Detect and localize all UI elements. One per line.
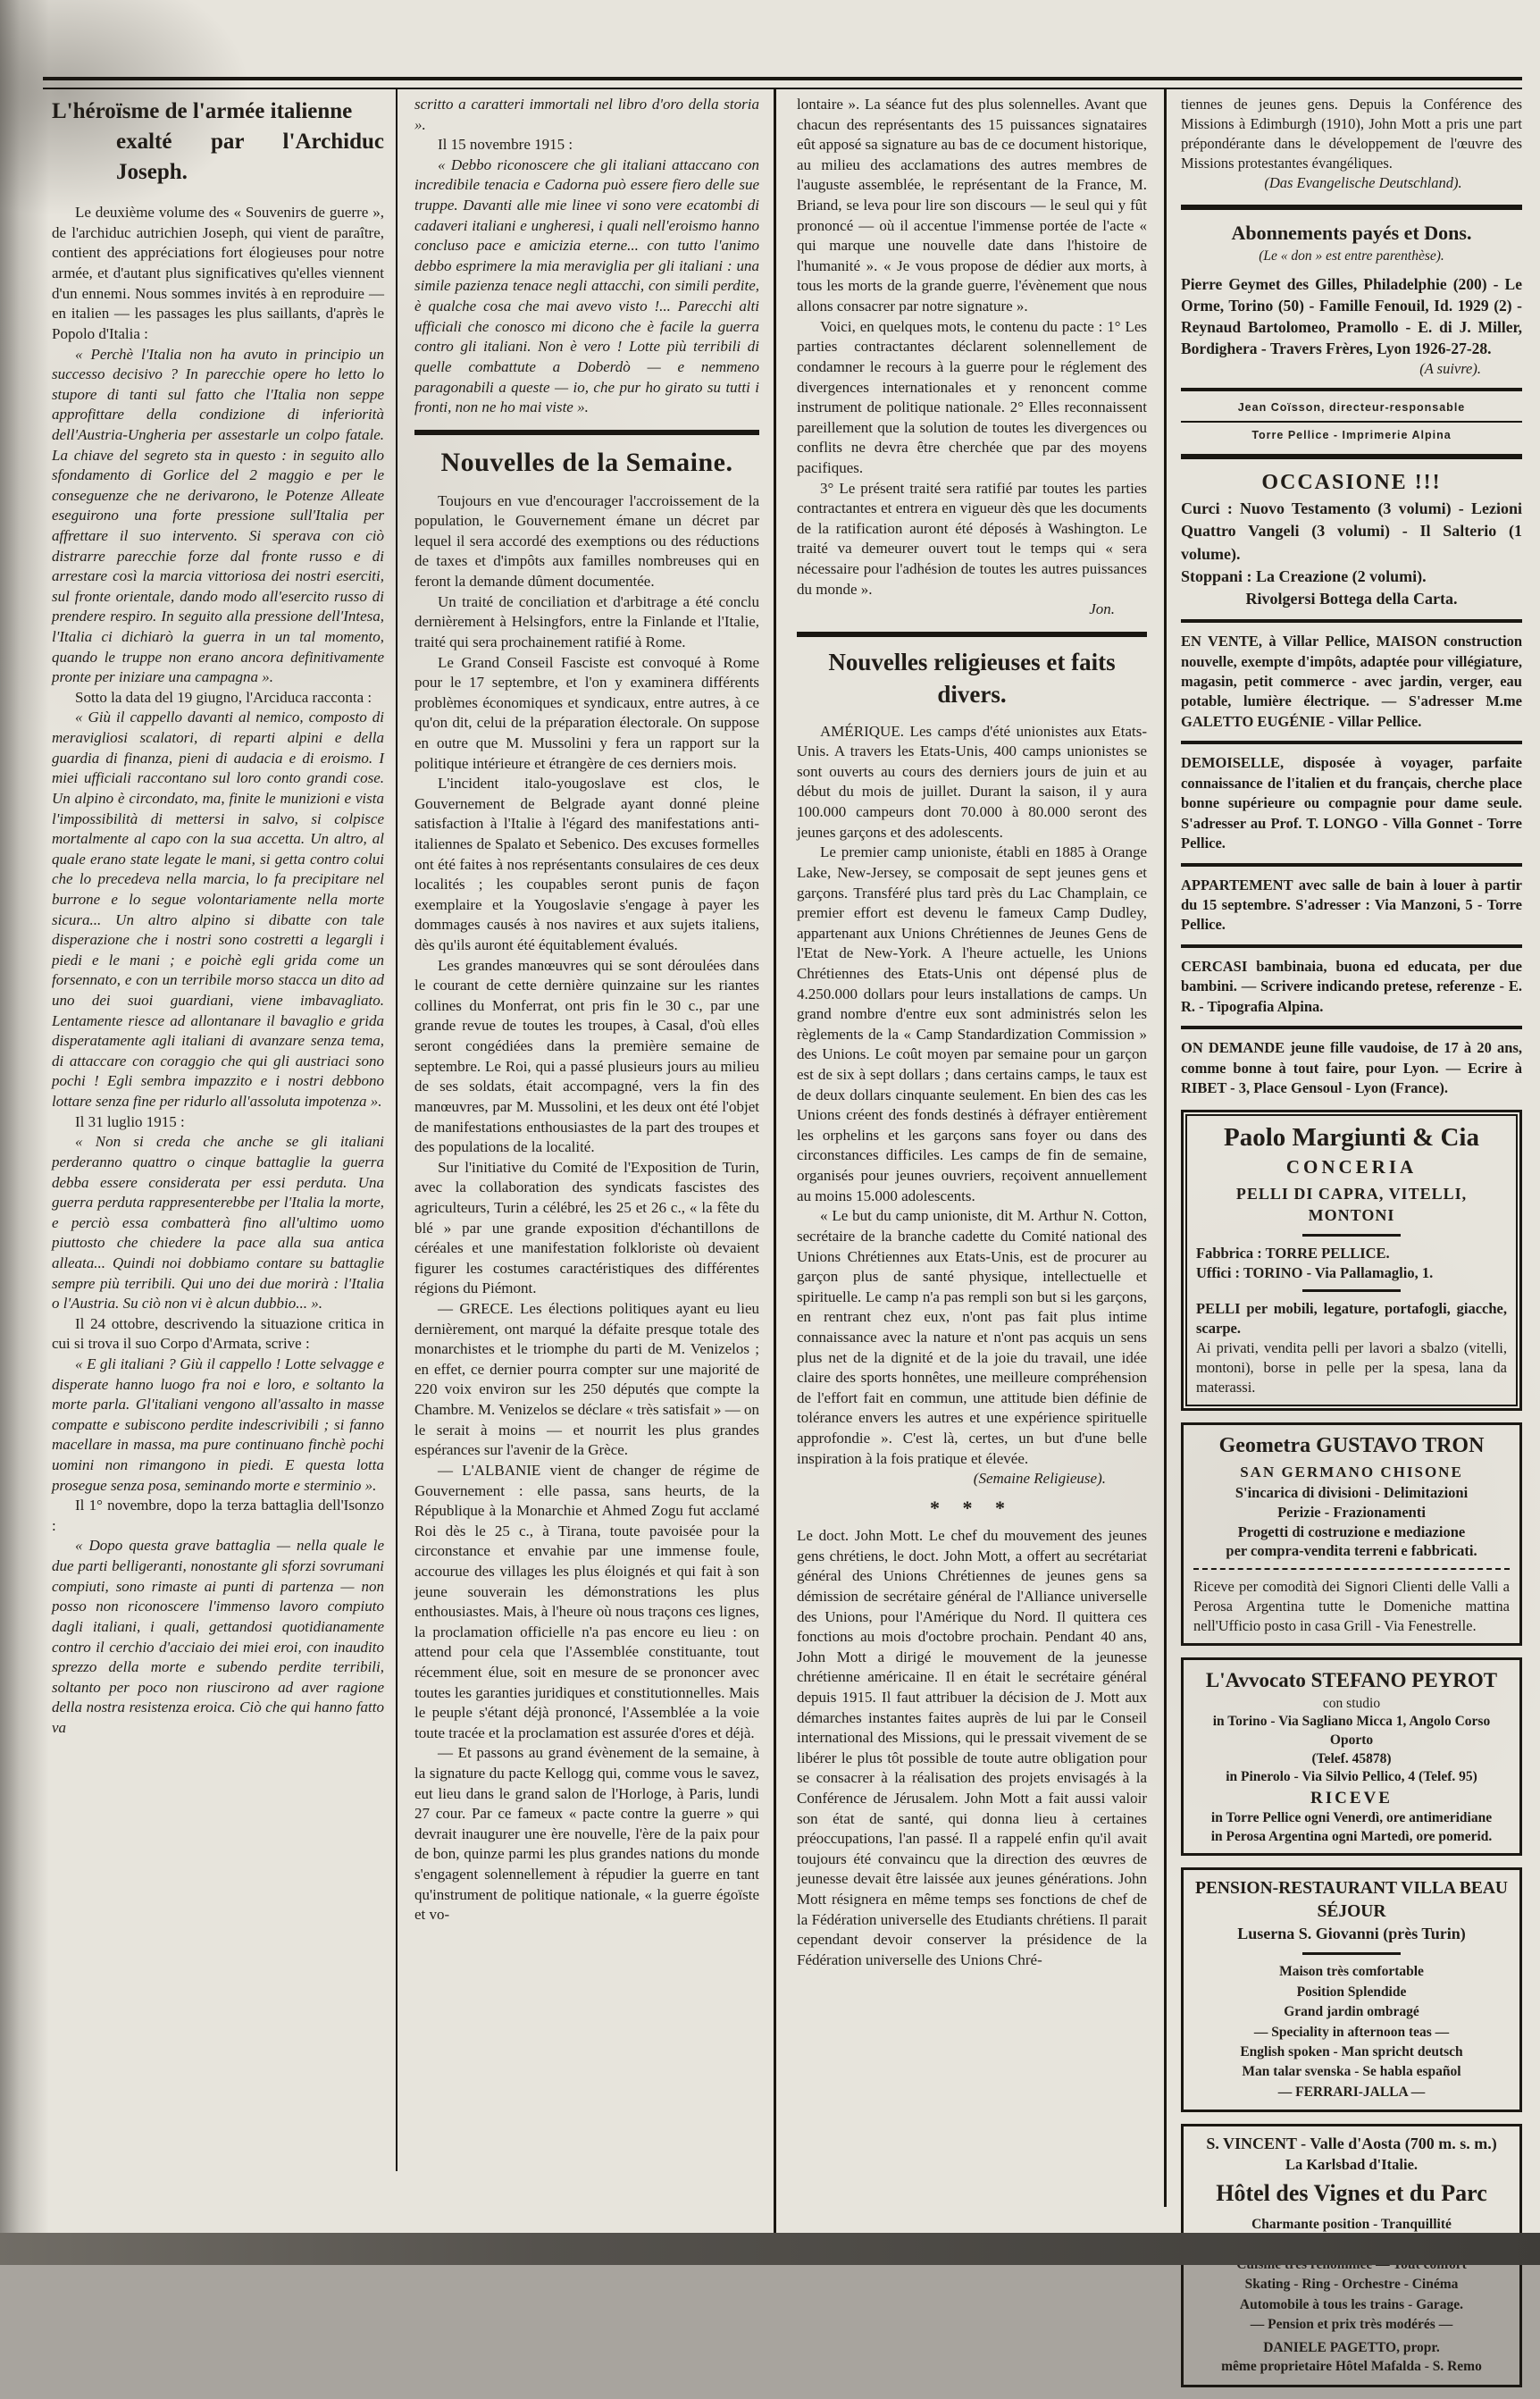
paragraph: Il 15 novembre 1915 :: [438, 136, 573, 154]
section-title-nouvelles-religieuses: Nouvelles religieuses et faits divers.: [828, 648, 1116, 708]
ad-beausejour-line: English spoken - Man spricht deutsch: [1240, 2044, 1463, 2059]
paragraph-continuation: lontaire ». La séance fut des plus solennelles. Avant que chacun des représentants des 15 puissances signataires eût apposé sa signature au bas de ce document historique, au milieu des acclamations des autres membres de l'auguste assemblée, le représentant de la France, M. Briand, se leva pour lire son discours — le seul qui y fût prononcé — où il accentue l'immense portée de l'acte « qui marque une nouvelle date dans l'histoire de l'humanité ». « Je vous propose de dédier aux morts, à tous les morts de la grande guerre, l'évènement que nous allons consacrer par notre signature ».: [797, 96, 1147, 315]
section-rule: [414, 430, 759, 435]
ad-peyrot-box: [1181, 1657, 1522, 1856]
asterisk-separator: * * *: [930, 1496, 1014, 1519]
section-title-nouvelles-semaine: Nouvelles de la Semaine.: [440, 447, 733, 477]
paragraph: 3° Le présent traité sera ratifié par toutes les parties contractantes et entrera en vigueur dès que les documents de la ratification auront été déposés à Washington. Le traité va demeurer ouvert tout le temps qui « sera nécessaire pour l'adhésion de toutes les autres puissances du monde ».: [797, 479, 1147, 598]
ad-tron-service: Progetti di costruzione e mediazione: [1237, 1522, 1466, 1540]
ad-svincent-line: — Pension et prix très modérés —: [1250, 2317, 1453, 2333]
ad-svincent-sub: La Karlsbad d'Italie.: [1285, 2156, 1419, 2174]
paragraph-continuation: tiennes de jeunes gens. Depuis la Conférence des Missions à Edimburgh (1910), John Mott a pris une part prépondérante dans le développement de l'œuvre des Missions protestantes évangéliques.: [1181, 96, 1522, 172]
paragraph-quote: « Perchè l'Italia non ha avuto in principio un successo decisivo ? In parecchie opere ho letto lo stupore di tanti sul fatto che l'Italia non seppe approfittare della condizione di inferiorità dell'Austria-Ungheria per assestarle un colpo fatale. La chiave del segreto sta in questo : in seguito allo sfondamento di Gorlice del 2 maggio e per le conseguenze che ne derivarono, le Potenze Alleate eseguirono una forte pressione sull'Italia per affrettare il suo intervento. Si sperava con ciò distrarre parecchie forze dal fronte russo e di arrestare così la marcia vittoriosa dei nostri eserciti, sul fronte orientale, dando modo all'esercito russo di prendere respiro. In seguito alla pressione dell'Intesa, l'Italia ci dichiarò la guerra in un tal momento, quando le truppe non erano ancora definitivamente pronte per iniziare una campagna ».: [52, 345, 384, 686]
ad-margiunti-uffici: Uffici : TORINO - Via Pallamaglio, 1.: [1196, 1263, 1434, 1281]
paragraph-quote: « E gli italiani ? Giù il cappello ! Lotte selvagge e disperate hanno luogo fra noi e loro, e soltanto la morte parla. Gl'italiani vengono all'assalto in masse compatte e subiscono perdite indescrivibili ; si fanno macellare in massa, ma pure continuano finchè pochi uomini non rimangono in piedi. E questa lotta prosegue senza posa, seminando morte e sterminio ».: [52, 1355, 384, 1494]
ad-beausejour-line: Grand jardin ombragé: [1284, 2004, 1419, 2020]
paragraph: Le doct. John Mott. Le chef du mouvement des jeunes gens chrétiens, le doct. John Mott, a offert au secrétariat général des Unions Chrétiennes de jeunes gens sa démission de secrétaire général de l'Alliance universelle des Unions, pour l'Amérique du Nord. Il quittera ces fonctions au mois d'octobre prochain. Pendant 40 ans, John Mott a dirigé le mouvement de la jeunesse chrétienne américaine. Il en était le secrétaire général depuis 1915. Il faut attribuer la décision de J. Mott aux démarches instantes faites auprès de lui par le Conseil international des Missions, qui le pressait vivement de se libérer le plus tôt possible de toute autre obligation pour se consacrer à la réalisation des projets envisagés à la Conférence de Jérusalem. John Mott a fait aussi valoir son état de santé, qui donna lieu à certaines préoccupations, l'an passé. Il a rappelé enfin qu'il avait toujours été convaincu que la direction des œuvres de jeunesse devait être laissée aux jeunes générations. John Mott résignera en même temps ses fonctions de chef de la Fédération universelle des Etudiants chrétiens. Il parait cependant devoir conserver la présidence de la Fédération universelle des Unions Chré-: [797, 1527, 1147, 1968]
article-title: [52, 96, 384, 187]
ad-occasione: [1181, 469, 1522, 610]
column-2: [414, 95, 759, 1925]
ad-svincent-hotel-name: Hôtel des Vignes et du Parc: [1216, 2180, 1487, 2207]
paragraph-quote: « Debbo riconoscere che gli italiani attaccano con incredibile tenacia e Cadorna può essere fiero delle sue truppe. Davanti alle mie linee vi sono vere ecatombi di cadaveri italiani e ungheresi, i quali nell'eroismo hanno concluso pace e amicizia eterne... con tutto l'animo debbo esprimere la mia meraviglia per gli italiani : una simile pazienza tenace negli attacchi, con simili perdite, è qualche cosa che mai avevo visto !... Parecchi alti ufficiali che conosco mi dicono che è facile la guerra contro gli italiani. Non è vero ! Lotte più terribili di quelle combattute a Doberdò — e nemmeno paragonabili a queste — io, che pur ho girato su tutti i fronti, non ne ho mai viste ».: [414, 155, 759, 416]
ad-beausejour-owner: — FERRARI-JALLA —: [1277, 2084, 1426, 2100]
paragraph: L'incident italo-yougoslave est clos, le Gouvernement de Belgrade ayant donné pleine satisfaction à l'Italie à l'égard des manifestations anti-italiennes de Spalato et Sebenico. Des excuses formelles ont été faites à nos représentants consulaires de ces deux localités ; les coupables seront punis de façon exemplaire et la Yougoslavie s'engage à payer les dommages causés à nos navires et aux sujets italiens, dès qu'ils auront été équitablement évalués.: [414, 775, 759, 954]
ad-peyrot-riceve: RICEVE: [1310, 1788, 1393, 1808]
ad-occasione-line: Curci : Nuovo Testamento (3 volumi) - Lezioni Quattro Vangeli (3 volumi) - Il Salterio (1 volume).: [1181, 499, 1522, 563]
paragraph: Sur l'initiative du Comité de l'Exposition de Turin, avec la collaboration des syndicats fascistes des agriculteurs, Turin a célébré, les 25 et 26 c., « la fête du blé » par une grande exposition d'échantillons de céréales et une manifestation folkloriste où devaient figurer les costumes caractéristiques des différentes régions du Piémont.: [414, 1158, 759, 1297]
ad-margiunti-detail: Ai privati, vendita pelli per lavori a sbalzo (vitelli, montoni), borse in pelle per la spesa, lana da materassi.: [1196, 1339, 1507, 1397]
column-divider-3: [1164, 89, 1167, 2207]
ad-beausejour-box: [1181, 1867, 1522, 2112]
paragraph: — Et passons au grand évènement de la semaine, à la signature du pacte Kellogg qui, comme vous le savez, eut lieu dans le grand salon de l'Horloge, à Paris, lundi 27 cour. Par ce fameux « pacte contre la guerre » qui devrait inaugurer une ère nouvelle, l'ère de la paix pour de bon, quinze parmi les plus grandes nations du monde s'engagent solennellement à répudier la guerre en tant qu'instrument de politique nationale, « la guerre égoïste et vo-: [414, 1744, 759, 1924]
divider-rule: [1181, 1026, 1522, 1029]
divider-rule: [1181, 741, 1522, 744]
abonnements-title: Abonnements payés et Dons.: [1231, 221, 1472, 244]
ad-peyrot-torre: in Torre Pellice ogni Venerdì, ore antimeridiane: [1210, 1810, 1493, 1826]
ad-margiunti-fabbrica: Fabbrica : TORRE PELLICE.: [1196, 1244, 1390, 1262]
ad-demoiselle: DEMOISELLE, disposée à voyager, parfaite connaissance de l'italien et du français, cherche place bonne supérieure ou compagnie pour dame seule. S'adresser au Prof. T. LONGO - Villa Gonnet - Torre Pellice.: [1181, 754, 1522, 852]
ad-beausejour-line: Position Splendide: [1296, 1984, 1407, 2000]
ad-peyrot-perosa: in Perosa Argentina ogni Martedì, ore pomerid.: [1210, 1828, 1493, 1844]
section-rule: [797, 632, 1147, 637]
ad-peyrot-name: L'Avvocato STEFANO PEYROT: [1205, 1669, 1498, 1692]
source-credit: (Das Evangelische Deutschland).: [1264, 173, 1462, 191]
author-signature: Jon.: [1089, 600, 1115, 618]
article-title-line1: L'héroïsme de l'armée italienne: [52, 99, 353, 123]
divider-rule: [1181, 863, 1522, 867]
ad-svincent-line: Charmante position - Tranquillité: [1251, 2216, 1452, 2232]
ad-occasione-title: OCCASIONE !!!: [1261, 471, 1442, 495]
ad-margiunti-conceria: CONCERIA: [1285, 1155, 1418, 1178]
mini-rule: [1302, 1234, 1401, 1237]
abonnements-list: Pierre Geymet des Gilles, Philadelphie (200) - Le Orme, Torino (50) - Famille Fenouil, Id. 1929 (2) - Reynaud Bartolomeo, Pramollo - E. di J. Miller, Bordighera - Travers Frères, Lyon 1926-27-28.: [1181, 274, 1522, 357]
paragraph-quote: « Dopo questa grave battaglia — nella quale le due parti belligeranti, nonostante gli sforzi sovrumani compiuti, sono rimaste ai punti di partenza — non posso non riconoscere l'immenso lavoro compiuto dagli italiani, i quali, gettandosi quotidianamente contro il cerchio d'acciaio dei miei eroi, con inaudito sprezzo della morte e subendo perdite terribili, soltanto per poco non riuscirono ad aver ragione della nostra resistenza eroica. Ciò che qui hanno fatto va: [52, 1537, 384, 1736]
dashed-rule: [1193, 1568, 1510, 1570]
paragraph: Toujours en vue d'encourager l'accroissement de la population, le Gouvernement émane un décret par lequel il sera accordé des exemptions ou des réductions de taxes et d'impôts aux familles nombreuses qui en feront la demande dûment documentée.: [414, 491, 759, 591]
ad-appartement: APPARTEMENT avec salle de bain à louer à partir du 15 septembre. S'adresser : Via Manzoni, 5 - Torre Pellice.: [1181, 876, 1522, 934]
divider-rule: [1181, 421, 1522, 423]
paragraph-quote: « Giù il cappello davanti al nemico, composto di meravigliosi scalatori, di reparti alpini e della guardia di finanza, pieni di audacia e di eroismo. I miei ufficiali raccontano sul loro conto grandi cose. Un alpino è circondato, ma, finite le munizioni e vista l'impossibilità di mettersi in salvo, si colpisce mortalmente al capo con la sua accetta. Un altro, al quale erano state legate le mani, si getta contro colui che lo precedeva nella marcia, lo fa precipitare nel burrone e lo segue volontariamente nella morte sicura... Un altro alpino si dibatte con tale disperazione che i nostri sono costretti a legargli i piedi e le mani ; e poichè egli grida come un forsennato, e con un terribile morso stacca un dito ad uno dei suoi guardiani, viene imbavagliato. Lentamente riesce ad allontanare il bavaglio e grida disperatamente agli italiani di avanzare senza tema, di attaccare con coraggio che qui gli austriaci sono pochi ! Egli sembra impazzito e i nostri debbono lottare senza fine per ridurlo all'assoluta impotenza ».: [52, 709, 384, 1111]
ad-beausejour-line: — Speciality in afternoon teas —: [1253, 2024, 1450, 2040]
ad-svincent-owner: DANIELE PAGETTO, propr.: [1263, 2339, 1440, 2355]
divider-rule: [1181, 388, 1522, 391]
ad-tron-place: SAN GERMANO CHISONE: [1240, 1464, 1463, 1481]
column-divider-2: [774, 89, 776, 2243]
ad-peyrot-sub: con studio: [1322, 1695, 1381, 1711]
paragraph: Il 24 ottobre, descrivendo la situazione critica in cui si trova il suo Corpo d'Armata, scrive :: [52, 1314, 384, 1353]
ad-occasione-line: Rivolgersi Bottega della Carta.: [1245, 589, 1458, 608]
ad-beausejour-line: Man talar svenska - Se habla español: [1242, 2064, 1461, 2080]
paragraph: « Le but du camp unioniste, dit M. Arthur N. Cotton, secrétaire de la branche cadette du Comité national des Unions Chrétiennes aux Etats-Unis, est de procurer au garçon plus de santé physique, intellectuelle et spirituelle. Le camp n'a pas rempli son but si les garçons, en rentrant chez eux, n'ont pas fait plus intime connaissance avec la nature et n'ont pas acquis un sens plus net de la dignité et de la joie du travail, une idée claire des sports honnêtes, une meilleure compréhension de l'effort fait en commun, une attitude bien définie de tolérance envers les autres et une expérience spirituelle approfondie ». C'est là, certes, un but d'une belle inspiration à la fois pratique et élevée.: [797, 1207, 1147, 1467]
ad-svincent-place: S. VINCENT - Valle d'Aosta (700 m. s. m.): [1206, 2135, 1497, 2153]
ad-tron-service: Perizie - Frazionamenti: [1277, 1503, 1426, 1521]
ad-cercasi: CERCASI bambinaia, buona ed educata, per due bambini. — Scrivere indicando pretese, referenze - E. R. - Tipografia Alpina.: [1181, 957, 1522, 1015]
mini-rule: [1302, 1289, 1401, 1292]
paragraph-quote: « Non si creda che anche se gli italiani perderanno quattro o cinque battaglie la guerra debba essere considerata per essi perduta. Una guerra perduta rappresenterebbe per l'Italia la morte, e perciò essa combatterà fino all'ultimo uomo piuttosto che chiedere la pace alla sua antica alleata... Quindi noi dobbiamo contare su battaglie sempre più terribili. Qui uno dei due morirà : l'Italia o l'Austria. Su ciò non vi è alcun dubbio... ».: [52, 1133, 384, 1313]
paragraph: Sotto la data del 19 giugno, l'Arciduca racconta :: [75, 688, 372, 706]
column-3: [797, 95, 1147, 1970]
page-top-rule: [43, 77, 1522, 89]
ad-peyrot-torino: in Torino - Via Sagliano Micca 1, Angolo Corso Oporto: [1212, 1714, 1491, 1749]
ad-beausejour-name: PENSION-RESTAURANT VILLA BEAU SÉJOUR: [1194, 1879, 1508, 1922]
ad-tron-service: per compra-vendita terreni e fabbricati.: [1226, 1542, 1477, 1560]
divider-rule: [1181, 454, 1522, 459]
paragraph: Le Grand Conseil Fasciste est convoqué à Rome pour le 17 septembre, et l'on y examinera différents problèmes économiques et syndicaux, entre autres, à ce qu'on dit, celui de la préparation électorale. On suppose en outre que M. Mussolini y fera un rapport sur la politique intérieure et étrangère de ces derniers mois.: [414, 653, 759, 772]
paragraph: Un traité de conciliation et d'arbitrage a été conclu dernièrement à Helsingfors, entre la Finlande et l'Italie, traité qui sera prochainement ratifié à Rome.: [414, 592, 759, 650]
scan-bottom-band: [0, 2233, 1540, 2265]
ad-on-demande: ON DEMANDE jeune fille vaudoise, de 17 à 20 ans, comme bonne à tout faire, pour Lyon. — Ecrire à RIBET - 3, Place Gensoul - Lyon (France).: [1181, 1039, 1522, 1097]
column-divider-1: [396, 89, 398, 2171]
paragraph: — GRECE. Les élections politiques ayant eu lieu dernièrement, ont marqué la défaite presque totale des monarchistes et le triomphe du parti de M. Venizelos ; en effet, ce dernier pourra compter sur une majorité de 220 voix environ sur les 250 députés que compte la Chambre. M. Venizelos se déclare « très satisfait » — on le serait à moins — et nourrit les plus grandes espérances sur l'avenir de la Grèce.: [414, 1300, 759, 1459]
ad-peyrot-pinerolo: in Pinerolo - Via Silvio Pellico, 4 (Telef. 95): [1226, 1769, 1477, 1785]
paragraph: — L'ALBANIE vient de changer de régime de Gouvernement : elle passa, sans heurts, de la République à la Monarchie et Ahmed Zogu fut acclamé Roi dès le 25 c., à Tirana, toute pavoisée pour la circonstance et envahie par une immense foule, accourue des villages les plus éloignés et qui fait à son jeune souverain les démonstrations les plus enthousiastes. Mais, à l'heure où nous traçons ces lignes, la proclamation officielle n'a pas encore eu lieu : on attend pour cela que l'Assemblée constituante, tout récemment élue, soit en mesure de se prononcer avec toutes les garanties juridiques et constitutionnelles. Mais le peuple s'étant déjà prononcé, l'Assemblée a la voie toute tracée et la proclamation est assurée d'ores et déjà.: [414, 1461, 759, 1741]
source-credit: (Semaine Religieuse).: [973, 1470, 1106, 1488]
paragraph: Le premier camp unioniste, établi en 1885 à Orange Lake, New-Jersey, se composait de sept jeunes gens et garçons. Transféré plus tard près du Lac Champlain, ce premier effort est devenu le fameux Camp Dudley, appartenant aux Unions Chrétiennes de Jeunes Gens de l'Etat de New-York. A l'heure actuelle, les Unions Chrétiennes des Etats-Unis ont dépensé plus de 4.250.000 dollars pour leurs installations de camps. Un grand nombre d'entre eux sont administrés selon les règlements de la « Camp Standardization Commission » des Unions. Le coût moyen par semaine pour un garçon est de six à sept dollars ; dans certains camps, le taux est de deux dollars cinquante seulement. En bien des cas les Unions créent des fonds destinés à défrayer entièrement les orphelins et les garçons sans foyer ou dans des circonstances difficiles. Les camps de fin de semaine, organisés pour jeunes ouvriers, reçoivent annuellement au moins 15.000 adolescents.: [797, 843, 1147, 1204]
ad-beausejour-place: Luserna S. Giovanni (près Turin): [1237, 1925, 1466, 1943]
ad-margiunti-name: Paolo Margiunti & Cia: [1224, 1123, 1479, 1153]
article-title-line2: exalté par l'Archiduc Joseph.: [116, 129, 384, 184]
ad-peyrot-telef: (Telef. 45878): [1311, 1750, 1392, 1766]
paragraph: Il 31 luglio 1915 :: [75, 1112, 185, 1130]
masthead-director: Jean Coïsson, directeur-responsable: [1237, 401, 1466, 415]
ad-occasione-line: Stoppani : La Creazione (2 volumi).: [1181, 566, 1427, 585]
column-1-article: [52, 95, 384, 1739]
paragraph: AMÉRIQUE. Les camps d'été unionistes aux Etats-Unis. A travers les Etats-Unis, 400 camps unionistes se sont ouverts au cours des derniers jours de juin et au début du mois de juillet. Durant la saison, il y aura 100.000 campeurs dont 70.000 à 80.000 seront des jeunes garçons et des adolescents.: [797, 722, 1147, 841]
section-rule: [1181, 205, 1522, 210]
abonnements-subtitle: (Le « don » est entre parenthèse).: [1259, 247, 1444, 264]
mini-rule: [1302, 1952, 1401, 1955]
masthead-printer: Torre Pellice - Imprimerie Alpina: [1251, 428, 1452, 441]
ad-tron-service: S'incarica di divisioni - Delimitazioni: [1235, 1483, 1469, 1501]
ad-margiunti-box: [1181, 1110, 1522, 1411]
ad-en-vente: EN VENTE, à Villar Pellice, MAISON construction nouvelle, exempte d'impôts, adaptée pour villégiature, magasin, petit commerce - avec jardin, verger, eau potable, lumière électrique. — S'adresser M.me GALETTO EUGÉNIE - Villar Pellice.: [1181, 633, 1522, 730]
ad-margiunti-pelli: PELLI DI CAPRA, VITELLI, MONTONI: [1235, 1184, 1468, 1224]
paragraph: Voici, en quelques mots, le contenu du pacte : 1° Les parties contractantes déclarent solennellement de condamner le recours à la guerre pour le réglement des divergences internationales et y renoncent comme instrument de politique nationale. 2° Elles reconnaissent pareillement que la solution de toutes les divergences ou conflits ne devra être cherchée que par des moyens pacifiques.: [797, 317, 1147, 476]
ad-svincent-owner-note: même proprietaire Hôtel Mafalda - S. Remo: [1221, 2359, 1482, 2375]
paragraph: Il 1° novembre, dopo la terza battaglia dell'Isonzo :: [52, 1497, 384, 1534]
ad-tron-box: [1181, 1422, 1522, 1646]
paragraph: Les grandes manœuvres qui se sont déroulées dans le courant de cette dernière quinzaine sur les riantes collines du Monferrat, ont pris fin le 30 c., par une grande revue de toutes les troupes, à Casal, d'où elles seront congédiées dans la première semaine de septembre. Le Roi, qui a passé plusieurs jours au milieu de ses soldats, était accompagné, vers la fin des manœuvres, par M. Mussolini, et les deux ont été l'objet de manifestations enthousiastes de la part des troupes et des populations de la localité.: [414, 956, 759, 1156]
column-4-ads: [1181, 95, 1522, 2399]
ad-svincent-line: Automobile à tous les trains - Garage.: [1239, 2296, 1464, 2312]
ad-tron-name: Geometra GUSTAVO TRON: [1218, 1434, 1485, 1458]
ad-svincent-line: Skating - Ring - Orchestre - Cinéma: [1244, 2277, 1459, 2293]
ad-margiunti-products: PELLI per mobili, legature, portafogli, giacche, scarpe.: [1196, 1300, 1507, 1338]
ad-tron-note: Riceve per comodità dei Signori Clienti delle Valli a Perosa Argentina tutte le Domeniche mattina nell'Ufficio posto in casa Grill - Via Fenestrelle.: [1193, 1578, 1510, 1635]
paragraph-continuation: scritto a caratteri immortali nel libro d'oro della storia ».: [414, 96, 759, 133]
divider-rule: [1181, 619, 1522, 623]
ad-beausejour-line: Maison très comfortable: [1279, 1964, 1424, 1980]
divider-rule: [1181, 944, 1522, 948]
a-suivre-note: (A suivre).: [1419, 360, 1481, 378]
paragraph: Le deuxième volume des « Souvenirs de guerre », de l'archiduc autrichien Joseph, qui vient de paraître, contient des appréciations fort élogieuses pour notre armée, et d'autant plus significatives qu'elles viennent d'un ennemi. Nous sommes invités à en reproduire — en italien — les passages les plus saillants, d'après le Popolo d'Italia :: [52, 204, 384, 342]
